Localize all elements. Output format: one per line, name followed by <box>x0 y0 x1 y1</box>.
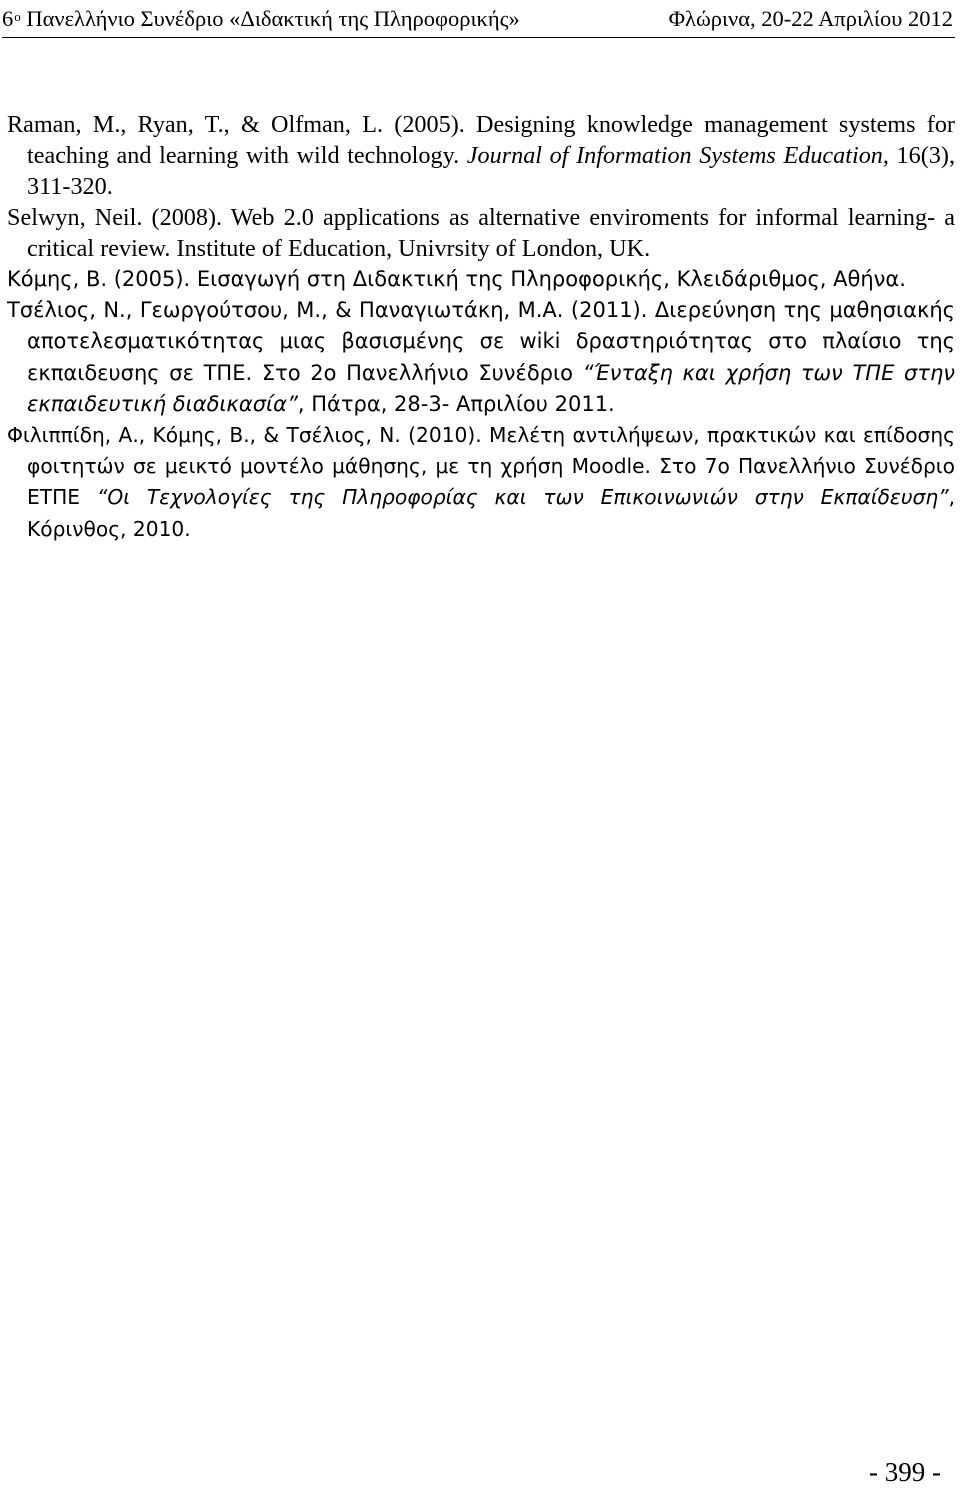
reference-journal: Journal of Information Systems Education, <box>466 142 889 169</box>
header-conference-title: Πανελλήνιο Συνέδριο «Διδακτική της Πληροφορικής» <box>20 6 520 31</box>
reference-text: , Κόρινθος, 2010. <box>27 485 955 541</box>
reference-text: Raman, M., Ryan, T., & Olfman, L. (2005). Designing knowledge management systems for teaching and learning with wild technology. <box>7 111 955 169</box>
reference-text: Τσέλιος, Ν., Γεωργούτσου, Μ., & Παναγιωτάκη, Μ.Α. (2011). Διερεύνηση της μαθησιακής αποτελεσματικότητας μιας βασισμένης σε wiki δραστηριότητας στο πλαίσιο της εκπαιδευσης σε ΤΠΕ. Στο 2ο Πανελλήνιο Συνέδριο <box>7 298 955 385</box>
running-header <box>2 6 955 38</box>
reference-conference-title: “Ένταξη και χρήση των ΤΠΕ στην εκπαιδευτική διαδικασία” <box>27 360 955 416</box>
reference-text: 16(3), 311-320. <box>27 142 955 200</box>
reference-text: Κόμης, Β. (2005). Εισαγωγή στη Διδακτική της Πληροφορικής, Κλειδάριθμος, Αθήνα. <box>7 267 906 291</box>
header-conference-ordinal: ο <box>14 9 21 24</box>
reference-list <box>7 109 955 545</box>
reference-filippidi-2010 <box>7 420 955 545</box>
page-number: - 399 - <box>869 1457 941 1487</box>
reference-raman-2005 <box>7 109 955 202</box>
reference-text: , Πάτρα, 28-3- Απριλίου 2011. <box>297 391 615 416</box>
header-conference-number: 6 <box>2 6 14 31</box>
header-place-date: Φλώρινα, 20-22 Απριλίου 2012 <box>668 6 953 31</box>
reference-text: Selwyn, Neil. (2008). Web 2.0 applications as alternative enviroments for informal learning- a critical review. Institute of Education, Univrsity of London, UK. <box>7 204 955 262</box>
reference-text: Φιλιππίδη, Α., Κόμης, Β., & Τσέλιος, Ν. (2010). Μελέτη αντιλήψεων, πρακτικών και επίδοσης φοιτητών σε μεικτό μοντέλο μάθησης, με τη χρήση Moodle. Στο 7ο Πανελλήνιο Συνέδριο ΕΤΠΕ <box>7 423 955 510</box>
reference-conference-title: “Οι Τεχνολογίες της Πληροφορίας και των Επικοινωνιών στην Εκπαίδευση” <box>96 485 949 510</box>
header-conference <box>2 6 520 32</box>
reference-komis-2005 <box>7 264 955 295</box>
reference-tselios-2011 <box>7 295 955 420</box>
reference-selwyn-2008 <box>7 202 955 264</box>
